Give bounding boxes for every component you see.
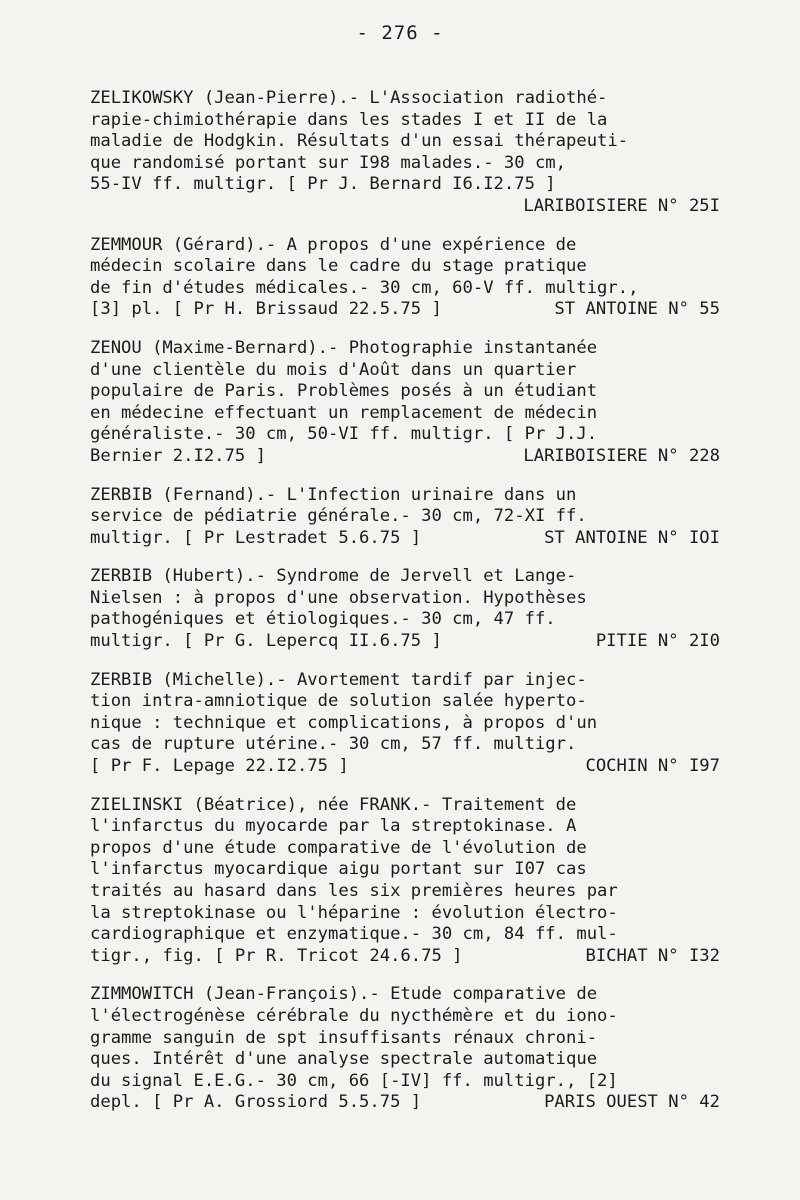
entry-line: multigr. [ Pr Lestradet 5.6.75 ] [90, 527, 422, 548]
entry-line: ZELIKOWSKY (Jean-Pierre).- L'Association radiothé- [90, 88, 608, 108]
entry-line: [ Pr F. Lepage 22.I2.75 ] [90, 756, 349, 777]
bibliography-entry [90, 795, 720, 968]
entry-line: tigr., fig. [ Pr R. Tricot 24.6.75 ] [90, 945, 463, 966]
bibliography-entry [90, 984, 720, 1114]
entry-line: maladie de Hodgkin. Résultats d'un essai thérapeuti- [90, 131, 629, 152]
entry-line: l'électrogénèse cérébrale du nycthémère et du iono- [90, 1005, 618, 1026]
entry-line: généraliste.- 30 cm, 50-VI ff. multigr. [ Pr J.J. [90, 424, 598, 445]
entry-line: cardiographique et enzymatique.- 30 cm, 84 ff. mul- [90, 924, 618, 945]
bibliography-entry [90, 566, 720, 652]
page-number: - 276 - [356, 22, 444, 44]
entry-line: gramme sanguin de spt insuffisants rénaux chroni- [90, 1027, 598, 1048]
entry-line: d'une clientèle du mois d'Août dans un quartier [90, 359, 577, 380]
bibliography-entry [90, 485, 720, 550]
entry-line: ZIELINSKI (Béatrice), née FRANK.- Traitement de [90, 794, 577, 815]
bibliography-entry [90, 88, 720, 218]
bibliography-entry [90, 338, 720, 468]
entry-line: 55-IV ff. multigr. [ Pr J. Bernard I6.I2.75 ] [90, 174, 556, 195]
entry-reference: PITIE N° 2I0 [595, 631, 720, 652]
entry-reference: ST ANTOINE N° 55 [554, 299, 720, 320]
entry-line: [3] pl. [ Pr H. Brissaud 22.5.75 ] [90, 299, 442, 320]
entry-line: propos d'une étude comparative de l'évolution de [90, 837, 587, 858]
entry-reference: ST ANTOINE N° IOI [544, 527, 720, 548]
entry-reference: COCHIN N° I97 [585, 756, 720, 777]
entry-line: rapie-chimiothérapie dans les stades I et II de la [90, 109, 608, 130]
entry-line: multigr. [ Pr G. Lepercq II.6.75 ] [90, 631, 442, 652]
entry-line: ZEMMOUR (Gérard).- A propos d'une expérience de [90, 234, 577, 255]
entry-line: la streptokinase ou l'héparine : évolution électro- [90, 902, 618, 923]
entry-line: l'infarctus du myocarde par la streptokinase. A [90, 816, 577, 837]
entry-reference: LARIBOISIERE N° 25I [523, 195, 720, 216]
entry-line: du signal E.E.G.- 30 cm, 66 [-IV] ff. multigr., [2] [90, 1070, 618, 1091]
bibliography-entry [90, 670, 720, 778]
entry-line: ZIMMOWITCH (Jean-François).- Etude comparative de [90, 984, 598, 1005]
entry-line: nique : technique et complications, à propos d'un [90, 712, 598, 733]
bibliography-list [90, 88, 720, 1131]
entry-line: médecin scolaire dans le cadre du stage pratique [90, 256, 587, 277]
bibliography-entry [90, 235, 720, 321]
entry-line: Nielsen : à propos d'une observation. Hypothèses [90, 587, 587, 608]
entry-line: que randomisé portant sur I98 malades.- 30 cm, [90, 152, 566, 173]
entry-line: ques. Intérêt d'une analyse spectrale automatique [90, 1049, 598, 1070]
entry-line: ZERBIB (Fernand).- L'Infection urinaire dans un [90, 484, 577, 505]
entry-line: tion intra-amniotique de solution salée hyperto- [90, 691, 587, 712]
entry-line: Bernier 2.I2.75 ] [90, 445, 266, 466]
entry-line: en médecine effectuant un remplacement de médecin [90, 402, 598, 423]
entry-line: cas de rupture utérine.- 30 cm, 57 ff. multigr. [90, 734, 577, 755]
entry-line: service de pédiatrie générale.- 30 cm, 72-XI ff. [90, 506, 587, 527]
entry-line: l'infarctus myocardique aigu portant sur I07 cas [90, 859, 587, 880]
entry-line: pathogéniques et étiologiques.- 30 cm, 47 ff. [90, 609, 556, 630]
entry-line: depl. [ Pr A. Grossiord 5.5.75 ] [90, 1092, 422, 1113]
entry-line: de fin d'études médicales.- 30 cm, 60-V ff. multigr., [90, 277, 639, 298]
entry-line: ZERBIB (Hubert).- Syndrome de Jervell et Lange- [90, 566, 577, 587]
entry-reference: PARIS OUEST N° 42 [544, 1092, 720, 1113]
entry-line: populaire de Paris. Problèmes posés à un étudiant [90, 381, 598, 402]
entry-line: ZENOU (Maxime-Bernard).- Photographie instantanée [90, 337, 598, 358]
entry-reference: BICHAT N° I32 [585, 945, 720, 966]
entry-line: ZERBIB (Michelle).- Avortement tardif par injec- [90, 669, 587, 690]
entry-reference: LARIBOISIERE N° 228 [523, 445, 720, 466]
entry-line: traités au hasard dans les six premières heures par [90, 881, 618, 901]
